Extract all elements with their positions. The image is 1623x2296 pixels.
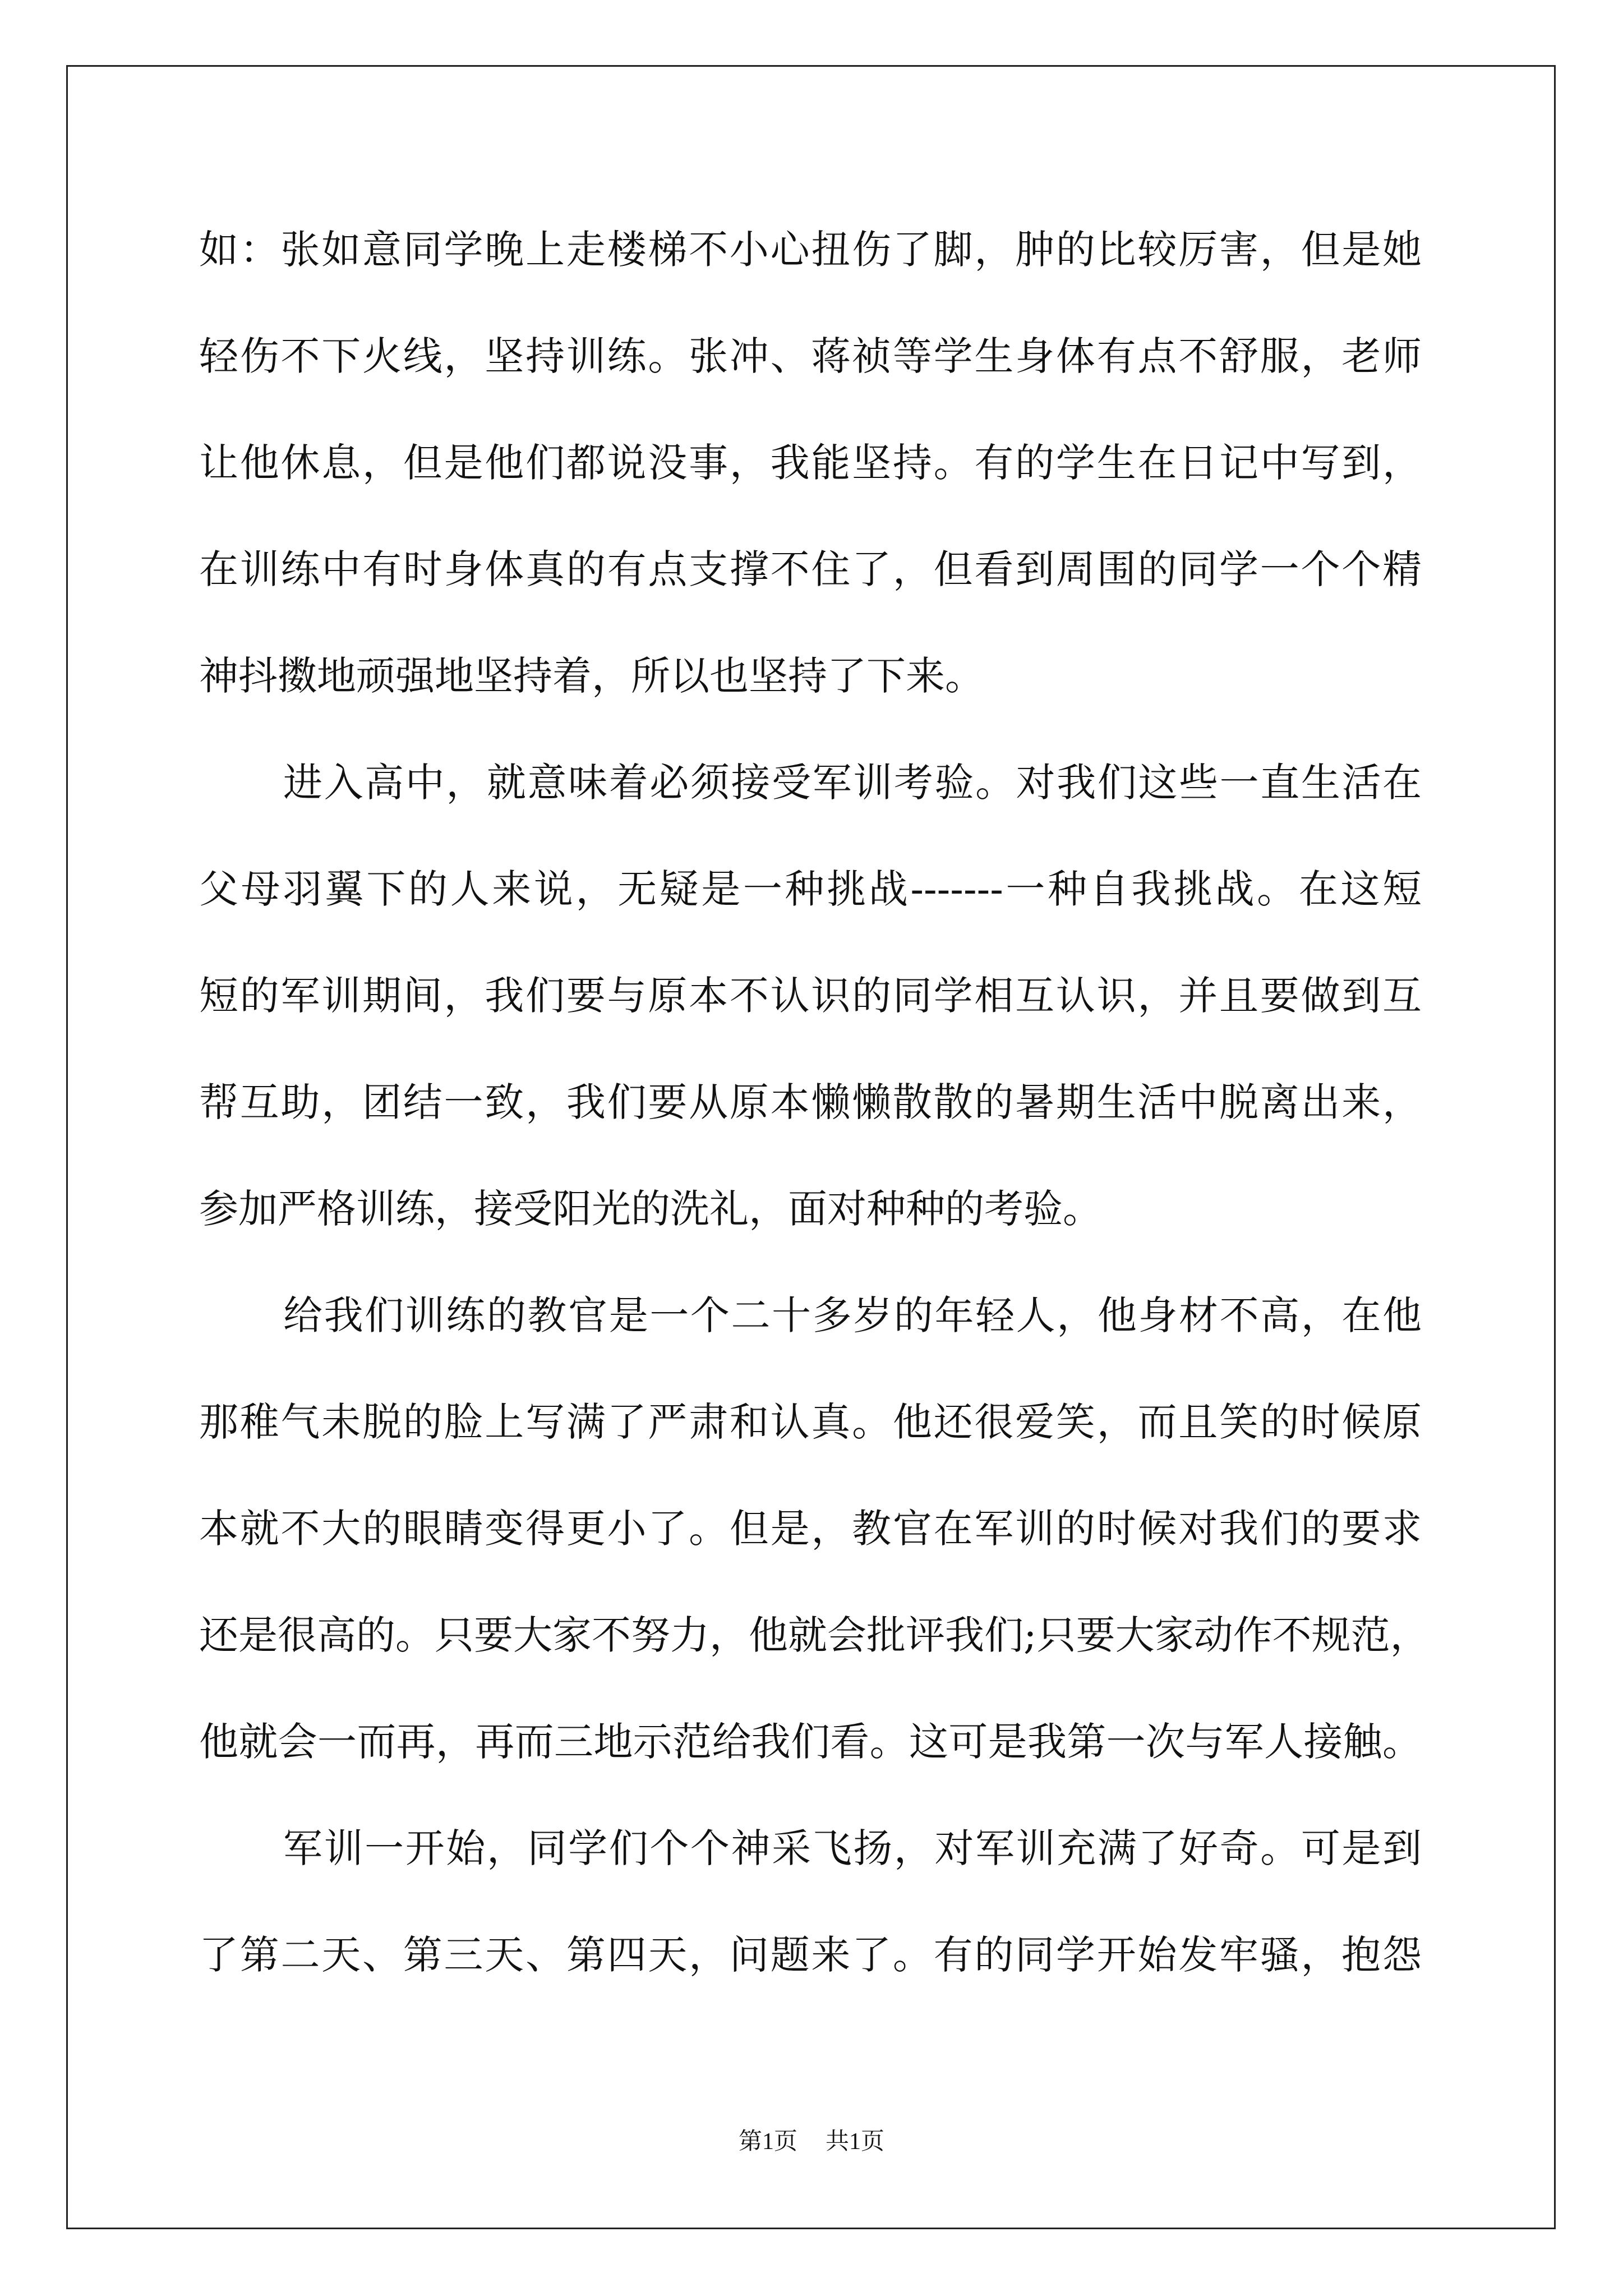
text-line: 本就不大的眼睛变得更小了。但是，教官在军训的时候对我们的要求 xyxy=(199,1506,1422,1552)
text-line: 轻伤不下火线，坚持训练。张冲、蒋祯等学生身体有点不舒服，老师 xyxy=(199,333,1422,379)
paragraph-first-line: 进入高中，就意味着必须接受军训考验。对我们这些一直生活在 xyxy=(283,760,1422,806)
text-line: 父母羽翼下的人来说，无疑是一种挑战-------一种自我挑战。在这短 xyxy=(199,866,1422,912)
text-line: 帮互助，团结一致，我们要从原本懒懒散散的暑期生活中脱离出来， xyxy=(199,1079,1422,1125)
text-line: 了第二天、第三天、第四天，问题来了。有的同学开始发牢骚，抱怨 xyxy=(199,1932,1422,1978)
page-number-current: 第1页 xyxy=(738,2129,797,2155)
text-line: 还是很高的。只要大家不努力，他就会批评我们;只要大家动作不规范， xyxy=(199,1612,1430,1658)
page-footer xyxy=(0,2125,1623,2159)
text-line: 那稚气未脱的脸上写满了严肃和认真。他还很爱笑，而且笑的时候原 xyxy=(199,1399,1422,1445)
page-number-total: 共1页 xyxy=(826,2129,885,2155)
text-line: 如：张如意同学晚上走楼梯不小心扭伤了脚，肿的比较厉害，但是她 xyxy=(199,227,1422,273)
text-line: 在训练中有时身体真的有点支撑不住了，但看到周围的同学一个个精 xyxy=(199,546,1422,592)
text-line: 神抖擞地顽强地坚持着，所以也坚持了下来。 xyxy=(199,653,984,699)
paragraph-first-line: 给我们训练的教官是一个二十多岁的年轻人，他身材不高，在他 xyxy=(283,1292,1422,1338)
text-line: 短的军训期间，我们要与原本不认识的同学相互认识，并且要做到互 xyxy=(199,973,1422,1019)
text-line: 参加严格训练，接受阳光的洗礼，面对种种的考验。 xyxy=(199,1186,1102,1232)
page-border xyxy=(66,65,1556,2229)
text-line: 他就会一而再，再而三地示范给我们看。这可是我第一次与军人接触。 xyxy=(199,1719,1422,1765)
paragraph-first-line: 军训一开始，同学们个个神采飞扬，对军训充满了好奇。可是到 xyxy=(283,1825,1422,1871)
text-line: 让他休息，但是他们都说没事，我能坚持。有的学生在日记中写到， xyxy=(199,440,1422,486)
